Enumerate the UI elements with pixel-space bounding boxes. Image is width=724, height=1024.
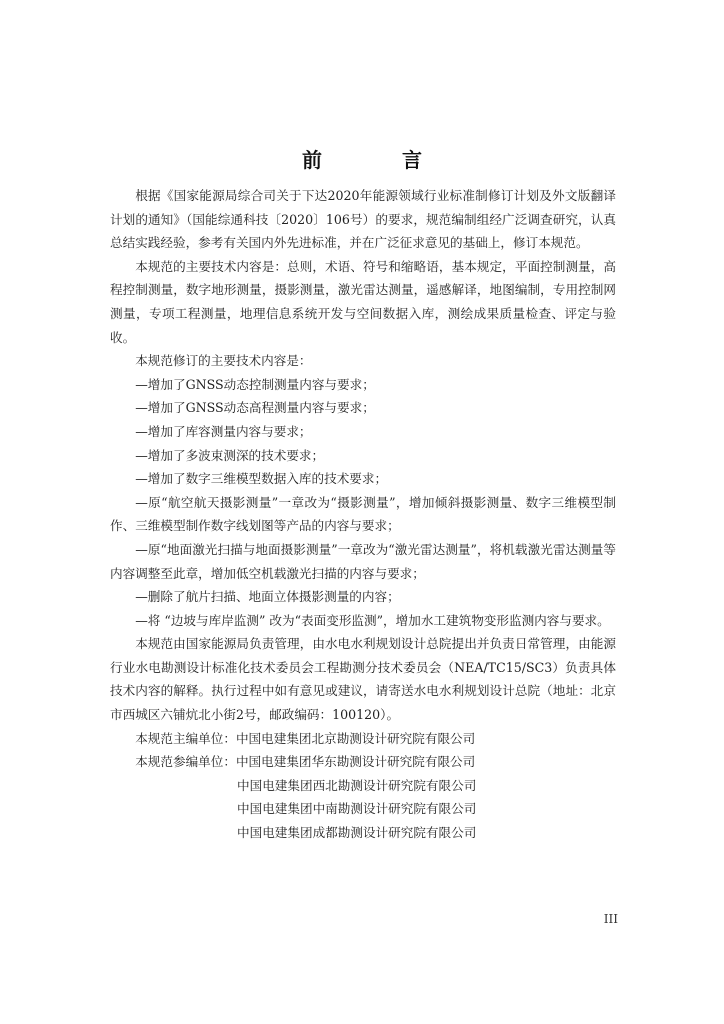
revision-item: —增加了数字三维模型数据入库的技术要求； [135,471,388,487]
chief-editor-line [110,727,616,751]
participating-unit: 中国电建集团华东勘测设计研究院有限公司 [235,754,476,770]
revision-item: —增加了多波束测深的技术要求； [135,447,325,463]
participating-line [110,750,616,774]
paragraph-management: 本规范由国家能源局负责管理，由水电水利规划设计总院提出并负责日常管理，由能源行业水电勘测设计标准化技术委员会工程勘测分技术委员会（NEA/TC15/SC3）负责具体技术内容的解释。执行过程中如有意见或建议，请寄送水电水利规划设计总院（地址：北京市西城区六铺炕北小街2号，邮政编码：100120）。 [110,636,616,723]
page-title: 前 言 [302,148,452,172]
revision-item: —原“航空航天摄影测量”一章改为“摄影测量”，增加倾斜摄影测量、数字三维模型制作、三维模型制作数字线划图等产品的内容与要求； [110,494,616,534]
revision-item: —增加了GNSS动态高程测量内容与要求； [135,400,375,416]
paragraph-basis: 根据《国家能源局综合司关于下达2020年能源领域行业标准制修订计划及外文版翻译计划的通知》（国能综通科技〔2020〕106号）的要求，规范编制组经广泛调查研究，认真总结实践经验，参考有关国内外先进标准，并在广泛征求意见的基础上，修订本规范。 [110,188,616,251]
revision-item: —增加了库容测量内容与要求； [135,423,312,439]
participating-unit: 中国电建集团中南勘测设计研究院有限公司 [237,801,477,817]
page-number: III [603,912,618,926]
participating-label: 本规范参编单位： [135,754,236,770]
chief-editor-unit: 中国电建集团北京勘测设计研究院有限公司 [235,730,476,746]
paragraph-main-content: 本规范的主要技术内容是：总则，术语、符号和缩略语，基本规定，平面控制测量，高程控制测量，数字地形测量，摄影测量，激光雷达测量，遥感解译，地图编制，专用控制网测量，专项工程测量，地理信息系统开发与空间数据入库，测绘成果质量检查、评定与验收。 [110,258,616,345]
revision-item: —增加了GNSS动态控制测量内容与要求； [135,376,375,392]
chief-editor-label: 本规范主编单位： [135,730,236,746]
preface-body [110,184,616,845]
revision-item: —将 “边坡与库岸监测” 改为“表面变形监测”，增加水工建筑物变形监测内容与要求。 [135,612,610,628]
revision-item: —原“地面激光扫描与地面摄影测量”一章改为“激光雷达测量”，将机载激光雷达测量等内容调整至此章，增加低空机载激光扫描的内容与要求； [110,541,616,581]
participating-unit: 中国电建集团成都勘测设计研究院有限公司 [237,825,477,841]
revision-item: —删除了航片扫描、地面立体摄影测量的内容； [135,589,400,605]
participating-unit: 中国电建集团西北勘测设计研究院有限公司 [237,777,477,793]
paragraph-revision-intro: 本规范修订的主要技术内容是： [135,353,312,369]
